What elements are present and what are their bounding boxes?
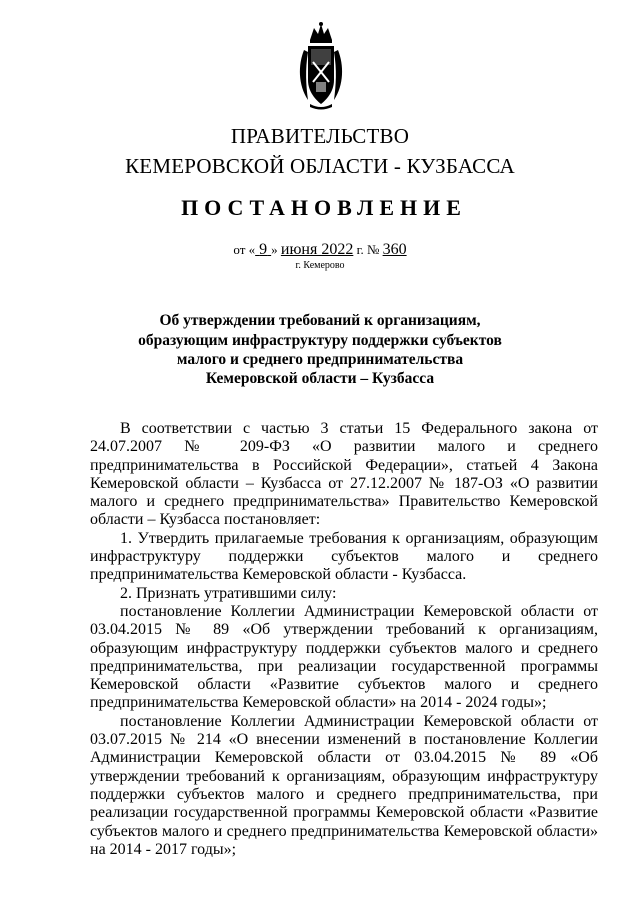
body-paragraph: В соответствии с частью 3 статьи 15 Федерального закона от 24.07.2007 № 209-ФЗ «О развитии малого и среднего предпринимательства в Российской Федерации», статьей 4 Закона Кемеровской области – Кузбасса от 27.12.2007 № 187-ОЗ «О развитии малого и среднего предпринимательства» Правительство Кемеровской области – Кузбасса постановляет: bbox=[90, 420, 598, 529]
government-name-line1: ПРАВИТЕЛЬСТВО bbox=[230, 124, 410, 148]
date-month-year: июня 2022 bbox=[280, 241, 354, 258]
document-dateline bbox=[0, 241, 640, 259]
body-paragraph: 2. Признать утратившими силу: bbox=[120, 584, 337, 602]
title-line: Кемеровской области – Кузбасса bbox=[205, 370, 435, 387]
title-line: образующим инфраструктуру поддержки субъектов bbox=[138, 332, 502, 349]
title-line: Об утверждении требований к организациям, bbox=[159, 312, 481, 329]
date-mid: » bbox=[271, 242, 278, 257]
document-number: 360 bbox=[382, 241, 407, 258]
body-paragraph: 1. Утвердить прилагаемые требования к организациям, образующим инфраструктуру поддержки субъектов малого и среднего предпринимательства Кемеровской области - Кузбасса. bbox=[90, 529, 598, 584]
body-paragraph: постановление Коллегии Администрации Кемеровской области от 03.04.2015 № 89 «Об утверждении требований к организациям, образующим инфраструктуру поддержки субъектов малого и среднего предпринимательства, при реализации государственной программы Кемеровской области «Развитие субъектов малого и среднего предпринимательства Кемеровской области» на 2014 - 2024 годы»; bbox=[90, 602, 598, 712]
kemerovo-coat-of-arms-icon bbox=[296, 20, 346, 112]
date-day: 9 bbox=[259, 241, 268, 258]
number-label: № bbox=[366, 242, 380, 257]
government-name-line2: КЕМЕРОВСКОЙ ОБЛАСТИ - КУЗБАССА bbox=[125, 154, 515, 178]
body-paragraph: постановление Коллегии Администрации Кемеровской области от 03.07.2015 № 214 «О внесении изменений в постановление Коллегии Администрации Кемеровской области от 03.04.2015 № 89 «Об утверждении требований к организациям, образующим инфраструктуру поддержки субъектов малого и среднего предпринимательства, при реализации государственной программы Кемеровской области «Развитие субъектов малого и среднего предпринимательства Кемеровской области» на 2014 - 2017 годы»; bbox=[90, 712, 598, 858]
document-city: г. Кемерово bbox=[295, 260, 345, 271]
date-year-suffix: г. bbox=[356, 242, 364, 257]
title-line: малого и среднего предпринимательства bbox=[176, 351, 464, 368]
date-prefix: от « bbox=[233, 242, 256, 257]
document-type: ПОСТАНОВЛЕНИЕ bbox=[181, 195, 467, 220]
document-body bbox=[90, 420, 598, 859]
